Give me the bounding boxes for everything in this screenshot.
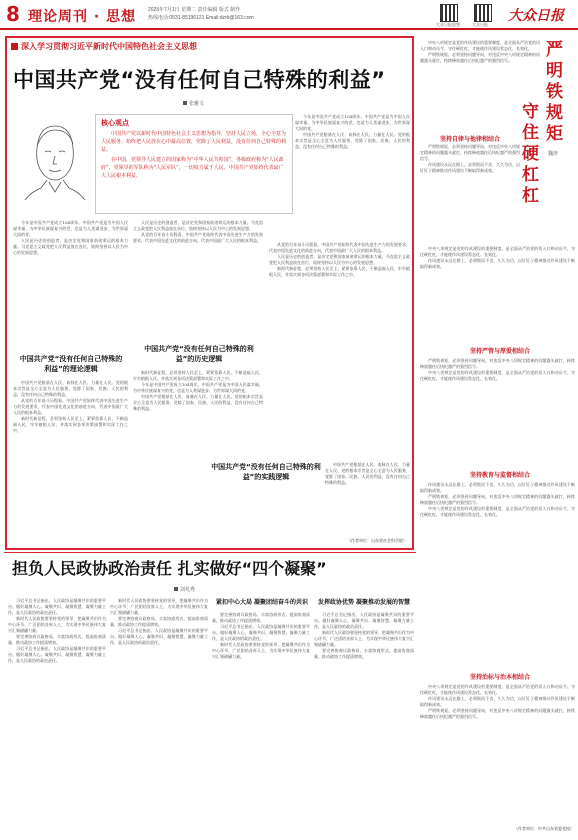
second-paragraph: 习近平总书记指出，人民政协是凝聚共识的重要平台。做好凝聚人心、凝聚共识、凝聚智慧、凝聚力量工作，是人民政协的政治责任。 bbox=[8, 598, 106, 615]
subhead-2: 中国共产党“没有任何自己特殊的利益”的历史逻辑 bbox=[144, 345, 254, 363]
right-subhead-1: 坚持自律与他律相结合 bbox=[439, 136, 500, 143]
second-paragraph: 要完善协商议政格局，丰富协商形式，提高协商质量，推动政协工作提质增效。 bbox=[110, 616, 208, 627]
second-paragraph: 要完善协商议政格局，丰富协商形式，提高协商质量，推动政协工作提质增效。 bbox=[8, 634, 106, 645]
body-paragraph: 人民是历史的创造者，是决定党和国家前途命运的根本力量。马克思主义政党把人民利益放在首位，始终坚持以人民为中心的发展思想。 bbox=[269, 254, 410, 265]
masthead-meta bbox=[148, 6, 318, 22]
right-paragraph: 中央八项规定是党的作风建设的重要制度，是全面从严治党的切入口和动员令。守住硬杠杠，才能使作风建设常态化、长效化。 bbox=[420, 246, 575, 257]
body-column-1 bbox=[13, 220, 128, 350]
right-body-2 bbox=[420, 246, 575, 346]
main-article bbox=[5, 36, 414, 550]
qr-code-icon bbox=[440, 4, 458, 22]
second-paragraph: 习近平总书记指出，人民政协是凝聚共识的重要平台。做好凝聚人心、凝聚共识、凝聚智慧、凝聚力量工作，是人民政协的政治责任。 bbox=[8, 646, 106, 663]
right-paragraph: 严明铁规矩，必须坚持问题导向，对违反中央八项规定精神的问题露头就打，持续释放越往后执纪越严的强烈信号。 bbox=[420, 144, 520, 161]
body-paragraph: 中国共产党根基在人民、血脉在人民、力量在人民。党的根本宗旨是全心全意为人民服务，党除了国家、民族、人民的利益，没有任何自己特殊的利益。 bbox=[295, 132, 410, 149]
body-paragraph: 中国共产党根基在人民、血脉在人民、力量在人民。党的根本宗旨是全心全意为人民服务，党除了国家、民族、人民的利益，没有任何自己特殊的利益。 bbox=[13, 380, 128, 397]
second-column-4 bbox=[314, 612, 414, 834]
second-paragraph: 要完善协商议政格局，丰富协商形式，提高协商质量，推动政协工作提质增效。 bbox=[314, 648, 414, 659]
contact-line: 热线电话:0531-85196121 Email:dzrb@163.com bbox=[148, 15, 254, 21]
body-column-1b bbox=[13, 380, 128, 546]
second-paragraph: 新时代人民政协要坚持党的领导，把凝聚共识作为中心环节，广泛团结各界人士，为实现中华民族伟大复兴汇聚磅礴力量。 bbox=[314, 630, 414, 647]
right-paragraph: 中央八项规定是党的作风建设的重要制度，是全面从严治党的切入口和动员令。守住硬杠杠，才能使作风建设常态化、长效化。 bbox=[420, 370, 575, 381]
right-paragraph: 作风建设永远在路上，必须锲而不舍、久久为功，以钉钉子精神推动作风建设不断取得新成效。 bbox=[420, 258, 575, 269]
body-paragraph: 新时代新征程，必须坚持人民至上，紧紧依靠人民，不断造福人民，牢牢植根人民，并落实到各项决策部署和实际工作之中。 bbox=[269, 266, 410, 277]
square-bullet-icon bbox=[11, 43, 18, 50]
right-paragraph: 严明铁规矩，必须坚持问题导向，对违反中央八项规定精神的问题露头就打，持续释放越往后执纪越严的强烈信号。 bbox=[420, 358, 575, 369]
core-viewpoints-box bbox=[95, 114, 293, 214]
core-point-1: 中国共产党以新时代中国特色社会主义思想为指导，坚持人民立场，全心全意为人民服务，始终把人民放在心中最高位置，党除了人民利益，没有任何自己特殊的利益。 bbox=[101, 131, 287, 153]
right-author-note: （作者单位：中共山东省委党校） bbox=[514, 826, 574, 831]
section-title: 理论周刊 · 思想 bbox=[28, 9, 137, 25]
body-paragraph: 今年是中国共产党成立104周年。中国共产党是为中国人民谋幸福、为中华民族谋复兴的党，也是为人类谋进步、为世界谋大同的党。 bbox=[295, 114, 410, 131]
qr-code-icon-2 bbox=[474, 4, 492, 22]
newspaper-logo: 大众日报 bbox=[508, 8, 564, 24]
body-paragraph: 今年是中国共产党成立104周年。中国共产党是为中国人民谋幸福、为中华民族谋复兴的党，也是为人类谋进步、为世界谋大同的党。 bbox=[13, 220, 128, 237]
right-paragraph: 作风建设永远在路上，必须锲而不舍、久久为功，以钉钉子精神推动作风建设不断取得新成效。 bbox=[420, 696, 575, 707]
right-subhead-3: 坚持教育与监督相结合 bbox=[469, 472, 530, 479]
right-paragraph: 严明铁规矩，必须坚持问题导向，对违反中央八项规定精神的问题露头就打，持续释放越往后执纪越严的强烈信号。 bbox=[420, 52, 540, 63]
second-headline[interactable]: 担负人民政协政治责任 扎实做好“四个凝聚” bbox=[12, 559, 327, 578]
body-paragraph: 从党的百年奋斗历程看，中国共产党始终代表中国先进生产力的发展要求，代表中国先进文化的前进方向，代表中国最广大人民的根本利益。 bbox=[133, 232, 263, 243]
body-paragraph: 中国共产党根基在人民、血脉在人民、力量在人民。党的根本宗旨是全心全意为人民服务，党除了国家、民族、人民的利益，没有任何自己特殊的利益。 bbox=[133, 394, 263, 411]
right-body-4 bbox=[420, 482, 575, 668]
right-title-line-1[interactable]: 严明铁规矩 bbox=[546, 40, 563, 144]
kicker bbox=[11, 41, 197, 52]
body-paragraph: 中国共产党根基在人民、血脉在人民、力量在人民。党的根本宗旨是全心全意为人民服务，党除了国家、民族、人民的利益，没有任何自己特殊的利益。 bbox=[325, 462, 410, 485]
byline-author: 张雅文 bbox=[189, 101, 205, 107]
square-bullet-icon bbox=[183, 101, 187, 105]
qr-label-2: 大众日报 bbox=[472, 22, 488, 27]
square-bullet-icon bbox=[174, 587, 178, 591]
body-column-3b bbox=[325, 462, 410, 540]
second-paragraph: 新时代人民政协要坚持党的领导，把凝聚共识作为中心环节，广泛团结各界人士，为实现中华民族伟大复兴汇聚磅礴力量。 bbox=[110, 598, 208, 615]
section-divider bbox=[4, 552, 416, 553]
right-paragraph: 作风建设永远在路上，必须锲而不舍、久久为功，以钉钉子精神推动作风建设不断取得新成效。 bbox=[420, 162, 520, 173]
body-column-top-right bbox=[295, 114, 410, 238]
second-paragraph: 新时代人民政协要坚持党的领导，把凝聚共识作为中心环节，广泛团结各界人士，为实现中华民族伟大复兴汇聚磅礴力量。 bbox=[8, 616, 106, 633]
article-byline bbox=[183, 100, 204, 107]
kicker-text: 深入学习贯彻习近平新时代中国特色社会主义思想 bbox=[21, 42, 197, 51]
right-paragraph: 中央八项规定是党的作风建设的重要制度，是全面从严治党的切入口和动员令。守住硬杠杠，才能使作风建设常态化、长效化。 bbox=[420, 506, 575, 517]
body-paragraph: 人民是历史的创造者，是决定党和国家前途命运的根本力量。马克思主义政党把人民利益放在首位，始终坚持以人民为中心的发展思想。 bbox=[13, 238, 128, 255]
body-paragraph: 新时代新征程，必须坚持人民至上，紧紧依靠人民，不断造福人民，牢牢植根人民，并落实到各项决策部署和实际工作之中。 bbox=[133, 370, 263, 381]
subhead-3: 中国共产党“没有任何自己特殊的利益”的实践逻辑 bbox=[211, 463, 321, 481]
body-paragraph: 人民是历史的创造者，是决定党和国家前途命运的根本力量。马克思主义政党把人民利益放在首位，始终坚持以人民为中心的发展思想。 bbox=[133, 220, 263, 231]
right-body-1 bbox=[420, 144, 520, 244]
article-headline[interactable]: 中国共产党“没有任何自己特殊的利益” bbox=[13, 68, 386, 92]
page-number: 8 bbox=[6, 2, 20, 26]
right-title-line-2[interactable]: 守住硬杠杠 bbox=[522, 102, 539, 206]
body-paragraph: 从党的百年奋斗历程看，中国共产党始终代表中国先进生产力的发展要求，代表中国先进文化的前进方向，代表中国最广大人民的根本利益。 bbox=[13, 398, 128, 415]
right-body-3 bbox=[420, 358, 575, 466]
body-paragraph: 从党的百年奋斗历程看，中国共产党始终代表中国先进生产力的发展要求，代表中国先进文化的前进方向，代表中国最广大人民的根本利益。 bbox=[269, 242, 410, 253]
right-paragraph: 作风建设永远在路上，必须锲而不舍、久久为功，以钉钉子精神推动作风建设不断取得新成效。 bbox=[420, 482, 575, 493]
body-paragraph: 新时代新征程，必须坚持人民至上，紧紧依靠人民，不断造福人民，牢牢植根人民，并落实到各项决策部署和实际工作之中。 bbox=[13, 416, 128, 433]
second-paragraph: 要完善协商议政格局，丰富协商形式，提高协商质量，推动政协工作提质增效。 bbox=[212, 612, 310, 623]
second-column-3 bbox=[212, 612, 310, 834]
second-paragraph: 习近平总书记指出，人民政协是凝聚共识的重要平台。做好凝聚人心、凝聚共识、凝聚智慧、凝聚力量工作，是人民政协的政治责任。 bbox=[110, 628, 208, 645]
second-subhead-1: 紧扣中心大局 凝聚团结奋斗的共识 bbox=[215, 599, 309, 606]
masthead bbox=[0, 0, 578, 30]
core-point-2: 在中国，党领导人民建立的国家称为“中华人民共和国”，各级政府称为“人民政府”，党领导的军队称为“人民军队”，一切权力属于人民，中国共产党始终代表最广大人民根本利益。 bbox=[101, 157, 284, 179]
right-paragraph: 中央八项规定是党的作风建设的重要制度，是全面从严治党的切入口和动员令。守住硬杠杠，才能使作风建设常态化、长效化。 bbox=[420, 684, 575, 695]
right-body-5 bbox=[420, 684, 575, 824]
core-title: 核心观点 bbox=[101, 119, 129, 127]
subhead-1: 中国共产党“没有任何自己特殊的利益”的理论逻辑 bbox=[19, 355, 123, 373]
second-column-2 bbox=[110, 598, 208, 834]
right-paragraph: 严明铁规矩，必须坚持问题导向，对违反中央八项规定精神的问题露头就打，持续释放越往后执纪越严的强烈信号。 bbox=[420, 708, 575, 719]
second-subhead-2: 发挥政协优势 凝聚推动发展的智慧 bbox=[317, 599, 411, 606]
body-column-2b bbox=[133, 370, 263, 546]
right-paragraph: 中央八项规定是党的作风建设的重要制度，是全面从严治党的切入口和动员令。守住硬杠杠，才能使作风建设常态化、长效化。 bbox=[420, 40, 540, 51]
date-line: 2025年7月1日 星期二 责任编辑 版式 制作 bbox=[148, 7, 241, 13]
author-note: （作者单位：山东省社会科学院） bbox=[347, 538, 407, 543]
right-subhead-2: 坚持严管与厚爱相结合 bbox=[469, 348, 530, 355]
body-paragraph: 今年是中国共产党成立104周年。中国共产党是为中国人民谋幸福、为中华民族谋复兴的党，也是为人类谋进步、为世界谋大同的党。 bbox=[133, 382, 263, 393]
second-byline bbox=[174, 586, 195, 593]
body-column-3 bbox=[269, 242, 410, 458]
body-column-2 bbox=[133, 220, 263, 340]
second-paragraph: 新时代人民政协要坚持党的领导，把凝聚共识作为中心环节，广泛团结各界人士，为实现中华民族伟大复兴汇聚磅礴力量。 bbox=[212, 642, 310, 659]
right-paragraph: 严明铁规矩，必须坚持问题导向，对违反中央八项规定精神的问题露头就打，持续释放越往后执纪越严的强烈信号。 bbox=[420, 494, 575, 505]
second-byline-author: 刘兆秀 bbox=[180, 587, 196, 593]
second-column-1 bbox=[8, 598, 106, 834]
second-paragraph: 习近平总书记指出，人民政协是凝聚共识的重要平台。做好凝聚人心、凝聚共识、凝聚智慧、凝聚力量工作，是人民政协的政治责任。 bbox=[212, 624, 310, 641]
qr-label-1: 大众日报思想 bbox=[436, 22, 460, 27]
right-subhead-4: 坚持治标与治本相结合 bbox=[469, 674, 530, 681]
right-byline: 魏涛 bbox=[548, 151, 559, 157]
author-portrait-sketch bbox=[19, 118, 89, 200]
second-paragraph: 习近平总书记指出，人民政协是凝聚共识的重要平台。做好凝聚人心、凝聚共识、凝聚智慧、凝聚力量工作，是人民政协的政治责任。 bbox=[314, 612, 414, 629]
